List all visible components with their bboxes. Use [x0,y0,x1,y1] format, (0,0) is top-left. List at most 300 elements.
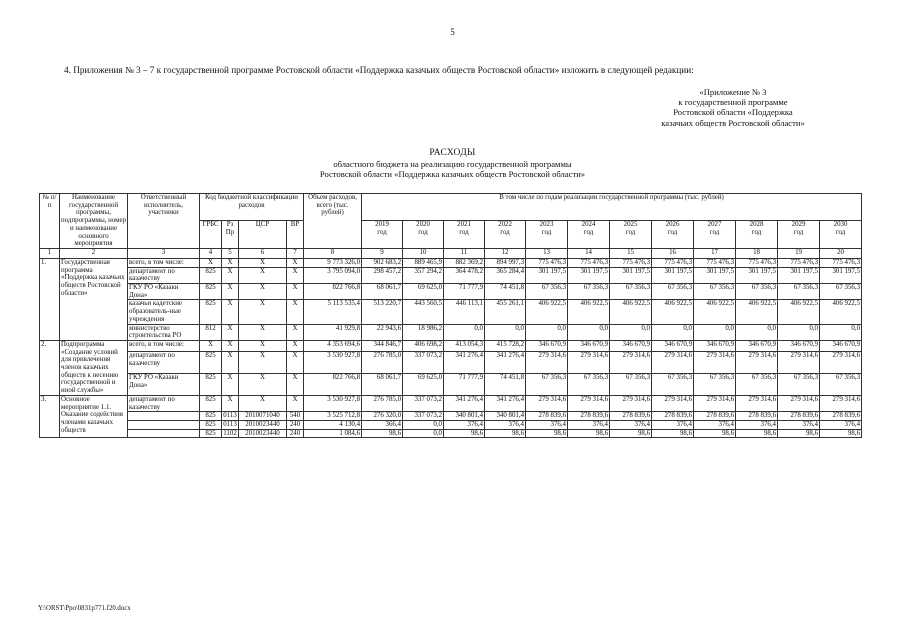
row-total-cell: 1 084,6 [304,429,362,438]
row-year-value-cell: 775 476,3 [820,258,862,267]
row-year-value-cell: 98,6 [362,429,403,438]
row-year-value-cell: 0,0 [652,324,694,340]
row-year-value-cell: 0,0 [403,420,444,429]
appendix-note [633,87,833,128]
appendix-note-line: «Приложение № 3 [699,87,767,97]
row-year-value-cell: 279 314,6 [652,352,694,374]
header-year-suffix: год [541,229,552,237]
column-index-cell: 16 [652,248,694,258]
header-rzpr: Рз Пр [222,221,239,248]
row-executor-cell [128,412,200,421]
row-year-value-cell: 346 670,9 [652,340,694,352]
row-year-value-cell: 279 314,6 [526,352,568,374]
header-year [568,221,610,248]
row-csr-cell: Х [239,352,287,374]
row-year-value-cell: 346 670,9 [568,340,610,352]
header-name: Наименование государственной программы, подпрограммы, номер и наименование основного мероприятия [61,194,127,248]
header-year-suffix: год [418,229,428,237]
row-year-value-cell: 415 728,2 [485,340,526,352]
header-vr: ВР [287,221,304,248]
table-row [40,340,862,352]
row-year-value-cell: 279 314,6 [610,395,652,411]
row-year-value-cell: 98,6 [610,429,652,438]
row-csr-cell: 2010023440 [239,420,287,429]
row-year-value-cell: 775 476,3 [778,258,820,267]
row-year-value-cell: 0,0 [568,324,610,340]
row-vr-cell: Х [287,284,304,300]
row-grbs-cell: 825 [200,267,222,283]
row-csr-cell: Х [239,267,287,283]
row-year-value-cell: 889 465,9 [403,258,444,267]
row-number-cell: 1. [40,258,60,340]
row-year-value-cell: 279 314,6 [610,352,652,374]
row-year-value-cell: 0,0 [736,324,778,340]
row-year-value-cell: 341 276,4 [444,352,485,374]
row-year-value-cell: 98,6 [652,429,694,438]
row-total-cell: 3 530 927,8 [304,395,362,411]
row-rzpr-cell: 0113 [223,420,237,428]
row-executor-cell: всего, в том числе: [128,258,200,267]
table-row [40,300,862,324]
row-year-value-cell: 775 476,3 [568,258,610,267]
expenses-table [39,193,862,438]
column-index-cell: 3 [128,248,200,258]
row-year-value-cell: 71 777,9 [444,284,485,300]
table-row [40,412,862,421]
row-year-value-cell: 71 777,9 [444,374,485,396]
row-year-value-cell: 443 560,5 [403,300,444,324]
row-vr-cell: Х [287,267,304,283]
row-year-value-cell: 346 670,9 [820,340,862,352]
row-total-cell: 3 795 094,0 [304,267,362,283]
row-year-value-cell: 276 785,0 [362,395,403,411]
row-year-value-cell: 344 846,7 [362,340,403,352]
row-year-value-cell: 67 356,3 [526,374,568,396]
row-year-value-cell: 346 670,9 [694,340,736,352]
header-year-suffix: год [709,229,720,237]
row-year-value-cell: 98,6 [820,429,862,438]
row-year-value-cell: 413 054,3 [444,340,485,352]
row-year-value-cell: 279 314,6 [820,352,862,374]
row-year-value-cell: 67 356,3 [736,374,778,396]
row-year-value-cell: 98,6 [485,429,526,438]
row-vr-cell: Х [287,300,304,324]
row-total-cell: 41 929,8 [304,324,362,340]
title-line-1: РАСХОДЫ [429,148,476,158]
row-year-value-cell: 340 801,4 [485,412,526,421]
row-total-cell: 3 530 927,8 [304,352,362,374]
table-row [40,374,862,396]
row-total-cell: 822 766,8 [304,284,362,300]
table-row [40,420,862,429]
row-grbs-cell: 825 [200,352,222,374]
row-year-value-cell: 894 997,3 [485,258,526,267]
header-year-value: 2027 [707,221,722,229]
row-year-value-cell: 0,0 [610,324,652,340]
row-grbs-cell: 825 [200,395,222,411]
header-year [362,221,403,248]
row-year-value-cell: 301 197,5 [610,267,652,283]
row-year-value-cell: 74 451,8 [485,374,526,396]
row-executor-cell: департамент по казачеству [128,267,200,283]
row-vr-cell: 240 [287,429,304,438]
header-year-value: 2022 [498,221,512,229]
document-title [0,148,905,180]
row-year-value-cell: 301 197,5 [652,267,694,283]
column-index-cell: 17 [694,248,736,258]
row-year-value-cell: 337 073,2 [403,412,444,421]
row-executor-cell: казачьи кадетские образователь-ные учреждения [128,300,200,324]
row-year-value-cell: 98,6 [736,429,778,438]
row-year-value-cell: 301 197,5 [778,267,820,283]
row-year-value-cell: 301 197,5 [568,267,610,283]
header-year-suffix: год [459,229,469,237]
row-year-value-cell: 0,0 [820,324,862,340]
row-year-value-cell: 376,4 [610,420,652,429]
header-num: № п/п [40,194,60,249]
row-executor-cell: департамент по казачеству [128,395,200,411]
row-year-value-cell: 376,4 [820,420,862,429]
row-executor-cell: департамент по казачеству [128,352,200,374]
column-index-cell: 10 [403,248,444,258]
row-rzpr-cell: Х [222,352,239,374]
row-year-value-cell: 69 625,0 [403,284,444,300]
column-index-cell: 14 [568,248,610,258]
title-line-2: областного бюджета на реализацию государственной программы [333,158,572,169]
row-year-value-cell: 376,4 [736,420,778,429]
header-year [444,221,485,248]
header-year [652,221,694,248]
row-grbs-cell: 825 [200,429,222,438]
column-index-cell: 11 [444,248,485,258]
row-rzpr-cell: Х [222,258,239,267]
row-year-value-cell: 279 314,6 [526,395,568,411]
row-year-value-cell: 301 197,5 [736,267,778,283]
row-grbs-cell: 825 [200,284,222,300]
header-year [403,221,444,248]
row-csr-cell: 2010023440 [239,429,287,438]
header-year [610,221,652,248]
row-year-value-cell: 67 356,3 [652,284,694,300]
row-year-value-cell: 337 073,2 [403,352,444,374]
row-year-value-cell: 406 922,5 [610,300,652,324]
header-year-value: 2025 [623,221,638,229]
row-csr-cell: Х [239,284,287,300]
row-total-cell: 822 766,8 [304,374,362,396]
row-year-value-cell: 67 356,3 [568,284,610,300]
column-index-cell: 18 [736,248,778,258]
row-vr-cell: Х [287,395,304,411]
row-year-value-cell: 18 986,2 [403,324,444,340]
column-index-cell: 19 [778,248,820,258]
row-rzpr-cell: 1102 [223,429,237,437]
column-index-row [40,248,862,258]
row-year-value-cell: 279 314,6 [778,352,820,374]
header-year-suffix: год [667,229,678,237]
row-vr-cell: 240 [287,420,304,429]
row-year-value-cell: 278 839,6 [610,412,652,421]
row-year-value-cell: 775 476,3 [610,258,652,267]
row-total-cell: 5 113 535,4 [304,300,362,324]
row-number-cell: 3. [40,395,60,438]
column-index-cell: 8 [304,248,362,258]
row-year-value-cell: 279 314,6 [736,395,778,411]
row-year-value-cell: 67 356,3 [610,374,652,396]
row-year-value-cell: 0,0 [526,324,568,340]
header-year [485,221,526,248]
row-year-value-cell: 22 943,6 [362,324,403,340]
header-year [694,221,736,248]
row-year-value-cell: 376,4 [778,420,820,429]
row-year-value-cell: 278 839,6 [820,412,862,421]
row-vr-cell: 540 [287,412,304,421]
header-year-value: 2019 [375,221,389,229]
row-year-value-cell: 340 801,4 [444,412,485,421]
row-year-value-cell: 298 457,2 [362,267,403,283]
column-index-cell: 9 [362,248,403,258]
header-csr: ЦСР [239,221,287,248]
row-rzpr-cell: Х [222,340,239,352]
row-year-value-cell: 0,0 [403,429,444,438]
header-year-value: 2021 [457,221,471,229]
column-index-cell: 2 [60,248,128,258]
row-grbs-cell: 825 [200,374,222,396]
row-year-value-cell: 902 683,2 [362,258,403,267]
row-year-value-cell: 276 785,0 [362,352,403,374]
row-year-value-cell: 301 197,5 [694,267,736,283]
table-row [40,429,862,438]
header-grbs: ГРБС [200,221,222,248]
row-year-value-cell: 346 670,9 [778,340,820,352]
row-year-value-cell: 0,0 [485,324,526,340]
row-year-value-cell: 279 314,6 [778,395,820,411]
row-year-value-cell: 376,4 [444,420,485,429]
row-vr-cell: Х [287,340,304,352]
row-year-value-cell: 376,4 [485,420,526,429]
row-csr-cell: Х [239,340,287,352]
row-year-value-cell: 278 839,6 [778,412,820,421]
row-year-value-cell: 406 922,5 [778,300,820,324]
header-year [526,221,568,248]
appendix-note-line: казачьих обществ Ростовской области» [661,117,805,128]
column-index-cell: 13 [526,248,568,258]
row-executor-cell [128,429,200,438]
row-year-value-cell: 775 476,3 [694,258,736,267]
header-year-suffix: год [377,229,387,237]
row-year-value-cell: 67 356,3 [568,374,610,396]
row-grbs-cell: Х [200,258,222,267]
row-grbs-cell: 825 [200,420,222,429]
column-index-cell: 20 [820,248,862,258]
row-executor-cell: всего, в том числе: [128,340,200,352]
row-year-value-cell: 279 314,6 [652,395,694,411]
row-year-value-cell: 278 839,6 [694,412,736,421]
row-rzpr-cell: Х [222,395,239,411]
row-year-value-cell: 67 356,3 [820,284,862,300]
column-index-cell: 4 [200,248,222,258]
row-year-value-cell: 276 320,0 [362,412,403,421]
table-row [40,324,862,340]
row-executor-cell [128,420,200,429]
row-rzpr-cell: Х [222,374,239,396]
row-year-value-cell: 279 314,6 [736,352,778,374]
row-csr-cell: Х [239,258,287,267]
row-year-value-cell: 0,0 [778,324,820,340]
row-executor-cell: ГКУ РО «Казаки Дона» [128,374,200,396]
header-year-suffix: год [583,229,594,237]
row-year-value-cell: 406 922,5 [652,300,694,324]
row-year-value-cell: 279 314,6 [820,395,862,411]
row-year-value-cell: 67 356,3 [652,374,694,396]
row-year-value-cell: 67 356,3 [778,374,820,396]
row-year-value-cell: 406 698,2 [403,340,444,352]
header-year-value: 2020 [416,221,430,229]
row-year-value-cell: 364 478,2 [444,267,485,283]
row-name-cell: Государственная программа «Поддержка казачьих обществ Ростовской области» [60,258,128,340]
row-year-value-cell: 68 061,7 [362,284,403,300]
header-executor: Ответственный исполнитель, участники [128,194,200,249]
row-rzpr-cell: Х [222,267,239,283]
column-index-cell: 15 [610,248,652,258]
header-volume: Объем расходов, всего (тыс. рублей) [304,194,362,249]
row-year-value-cell: 67 356,3 [736,284,778,300]
row-year-value-cell: 513 220,7 [362,300,403,324]
row-grbs-cell: 825 [200,412,222,421]
row-name-cell: Основное мероприятие 1.1. Оказание содействия членами казачьих обществ [60,395,128,438]
row-year-value-cell: 376,4 [568,420,610,429]
row-total-cell: 4 130,4 [304,420,362,429]
header-year-suffix: год [793,229,804,237]
row-year-value-cell: 337 073,2 [403,395,444,411]
row-total-cell: 3 525 712,8 [304,412,362,421]
row-year-value-cell: 406 922,5 [736,300,778,324]
row-year-value-cell: 406 922,5 [526,300,568,324]
row-year-value-cell: 775 476,3 [652,258,694,267]
row-year-value-cell: 341 276,4 [485,352,526,374]
page-number: 5 [450,27,455,37]
header-year-suffix: год [751,229,762,237]
row-grbs-cell: 812 [200,324,222,340]
row-year-value-cell: 775 476,3 [526,258,568,267]
file-path-footer: Y:\ORST\Ppo\0831p771.f20.docx [38,605,131,612]
row-year-value-cell: 775 476,3 [736,258,778,267]
row-year-value-cell: 67 356,3 [820,374,862,396]
row-vr-cell: Х [287,258,304,267]
row-year-value-cell: 67 356,3 [526,284,568,300]
row-grbs-cell: Х [200,340,222,352]
row-year-value-cell: 279 314,6 [694,395,736,411]
row-year-value-cell: 278 839,6 [652,412,694,421]
row-year-value-cell: 98,6 [568,429,610,438]
row-year-value-cell: 98,6 [694,429,736,438]
row-year-value-cell: 98,6 [526,429,568,438]
table-row [40,284,862,300]
row-rzpr-cell: Х [222,324,239,340]
row-year-value-cell: 279 314,6 [694,352,736,374]
row-year-value-cell: 279 314,6 [568,352,610,374]
row-total-cell: 4 353 694,6 [304,340,362,352]
row-vr-cell: Х [287,324,304,340]
row-csr-cell: Х [239,374,287,396]
row-year-value-cell: 376,4 [652,420,694,429]
row-year-value-cell: 406 922,5 [694,300,736,324]
row-year-value-cell: 301 197,5 [526,267,568,283]
row-csr-cell: Х [239,300,287,324]
header-year [778,221,820,248]
row-year-value-cell: 376,4 [526,420,568,429]
header-year [736,221,778,248]
row-csr-cell: Х [239,324,287,340]
row-year-value-cell: 279 314,6 [568,395,610,411]
table-row [40,267,862,283]
row-year-value-cell: 98,6 [778,429,820,438]
row-year-value-cell: 278 839,6 [526,412,568,421]
table-row [40,352,862,374]
row-csr-cell: Х [239,395,287,411]
row-year-value-cell: 341 276,4 [485,395,526,411]
header-year-value: 2030 [833,221,848,229]
row-year-value-cell: 98,6 [444,429,485,438]
row-total-cell: 9 773 326,0 [304,258,362,267]
row-year-value-cell: 446 113,1 [444,300,485,324]
row-year-value-cell: 68 061,7 [362,374,403,396]
row-year-value-cell: 69 625,0 [403,374,444,396]
row-year-value-cell: 882 369,2 [444,258,485,267]
appendix-note-line: Ростовской области «Поддержка [673,107,793,118]
row-year-value-cell: 67 356,3 [694,374,736,396]
row-year-value-cell: 346 670,9 [610,340,652,352]
row-rzpr-cell: 0113 [223,412,237,420]
row-year-value-cell: 0,0 [444,324,485,340]
row-year-value-cell: 376,4 [694,420,736,429]
table-row [40,395,862,411]
title-line-3: Ростовской области «Поддержка казачьих обществ Ростовской области» [319,169,586,179]
row-year-value-cell: 406 922,5 [820,300,862,324]
row-year-value-cell: 67 356,3 [610,284,652,300]
row-year-value-cell: 0,0 [694,324,736,340]
row-year-value-cell: 67 356,3 [778,284,820,300]
row-csr-cell: 2010071040 [239,412,287,421]
row-executor-cell: ГКУ РО «Казаки Дона» [128,284,200,300]
header-year-suffix: год [500,229,510,237]
row-vr-cell: Х [287,374,304,396]
row-year-value-cell: 406 922,5 [568,300,610,324]
row-year-value-cell: 74 451,8 [485,284,526,300]
column-index-cell: 6 [239,248,287,258]
row-rzpr-cell: Х [222,300,239,324]
header-year-value: 2023 [539,221,554,229]
header-budget-codes: Код бюджетной классификации расходов [200,194,304,221]
row-grbs-cell: 825 [200,300,222,324]
row-year-value-cell: 455 261,1 [485,300,526,324]
header-year [820,221,862,248]
column-index-cell: 7 [287,248,304,258]
row-year-value-cell: 341 276,4 [444,395,485,411]
header-year-value: 2028 [749,221,764,229]
header-year-value: 2024 [581,221,596,229]
column-index-cell: 1 [40,248,60,258]
row-vr-cell: Х [287,352,304,374]
table-row [40,258,862,267]
header-year-suffix: год [835,229,846,237]
column-index-cell: 5 [222,248,239,258]
header-year-suffix: год [625,229,636,237]
row-year-value-cell: 365 284,4 [485,267,526,283]
row-year-value-cell: 67 356,3 [694,284,736,300]
row-year-value-cell: 366,4 [362,420,403,429]
row-number-cell: 2. [40,340,60,395]
column-index-cell: 12 [485,248,526,258]
